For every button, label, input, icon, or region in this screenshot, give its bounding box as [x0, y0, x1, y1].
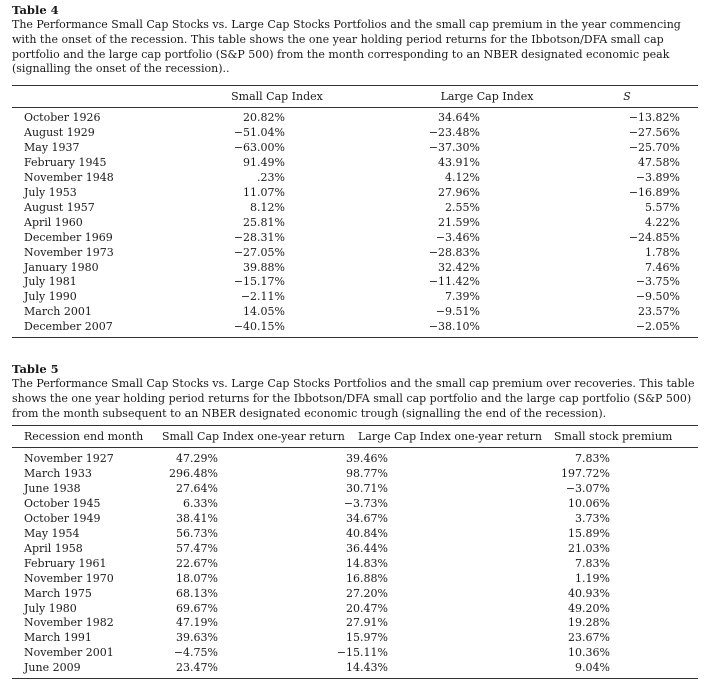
table-cell-large-cap: 14.43% [346, 661, 388, 675]
table-cell-large-cap: 14.83% [346, 556, 388, 570]
table-cell-small-cap: 57.47% [176, 541, 218, 555]
table-cell-small-cap: −27.05% [233, 245, 285, 259]
table-cell-large-cap: −3.73% [343, 496, 388, 510]
table-cell-small-cap: 39.88% [243, 260, 285, 274]
table-cell-large-cap: 27.91% [346, 616, 388, 630]
table-cell-month: March 1975 [24, 586, 92, 600]
table-cell-premium: −3.07% [565, 481, 610, 495]
table-cell-s: 47.58% [638, 155, 680, 169]
table-cell-small-cap: 69.67% [176, 601, 218, 615]
table-cell-large-cap: 15.97% [346, 631, 388, 645]
table-cell-premium: 49.20% [568, 601, 610, 615]
table-cell-month: October 1949 [24, 511, 101, 525]
table-cell-large-cap: 21.59% [438, 215, 480, 229]
table-cell-date: November 1973 [24, 245, 114, 259]
table-cell-s: −24.85% [628, 230, 680, 244]
table-cell-small-cap: 68.13% [176, 586, 218, 600]
table-cell-large-cap: 27.20% [346, 586, 388, 600]
table-cell-large-cap: 34.67% [346, 511, 388, 525]
table-cell-small-cap: 25.81% [243, 215, 285, 229]
table-cell-small-cap: 20.82% [243, 111, 285, 124]
table-cell-large-cap: 27.96% [438, 185, 480, 199]
table-cell-large-cap: 7.39% [445, 290, 480, 304]
table-cell-small-cap: 27.64% [176, 481, 218, 495]
table-cell-premium: 197.72% [561, 466, 610, 480]
table-cell-date: August 1957 [24, 200, 95, 214]
table-row [12, 541, 698, 556]
table4-header-row [12, 89, 698, 104]
table-cell-date: May 1937 [24, 140, 80, 154]
table-cell-s: −27.56% [628, 125, 680, 139]
table-cell-small-cap: 23.47% [176, 661, 218, 675]
table-cell-month: November 1970 [24, 571, 114, 585]
table-cell-large-cap: 30.71% [346, 481, 388, 495]
table-cell-large-cap: 34.64% [438, 111, 480, 124]
table-row [12, 466, 698, 481]
table-cell-large-cap: 98.77% [346, 466, 388, 480]
table4-header-rule [12, 107, 698, 108]
table-cell-date: November 1948 [24, 170, 114, 184]
table-cell-month: June 1938 [24, 481, 81, 495]
table-cell-premium: 7.83% [575, 556, 610, 570]
table-row [12, 645, 698, 660]
table5-top-rule [12, 425, 698, 426]
table-row [12, 601, 698, 616]
table4-header-large-cap: Large Cap Index [440, 90, 534, 103]
table-row [12, 245, 698, 260]
table-cell-s: −25.70% [628, 140, 680, 154]
table-cell-small-cap: 56.73% [176, 526, 218, 540]
table-row [12, 630, 698, 645]
table-row [12, 200, 698, 215]
table-cell-month: March 1933 [24, 466, 92, 480]
table-cell-large-cap: −9.51% [435, 305, 480, 319]
table5-caption: The Performance Small Cap Stocks vs. Large Cap Stocks Portfolios and the small cap premium over recoveries. This table shows the one year holding period returns for the Ibbotson/DFA small cap portfolio and the large cap portfolio (S&P 500) from the month subsequent to an NBER designated economic trough (signalling the end of the recession). [12, 377, 695, 420]
table-cell-month: April 1958 [24, 541, 83, 555]
table-cell-large-cap: −37.30% [428, 140, 480, 154]
table-cell-large-cap: 2.55% [445, 200, 480, 214]
table4-caption: The Performance Small Cap Stocks vs. Large Cap Stocks Portfolios and the small cap premium in the year commencing with the onset of the recession. This table shows the one year holding period returns for the Ibbotson/DFA small cap portfolio and the large cap portfolio (S&P 500) from the month corresponding to an NBER designated economic peak (signalling the onset of the recession).. [12, 18, 681, 76]
table-cell-large-cap: −11.42% [428, 275, 480, 289]
table-cell-date: October 1926 [24, 111, 101, 124]
table-cell-small-cap: 47.19% [176, 616, 218, 630]
table-row [12, 274, 698, 289]
table-row [12, 571, 698, 586]
table5-header-rule [12, 447, 698, 448]
table-cell-month: November 1982 [24, 616, 114, 630]
table-cell-date: August 1929 [24, 125, 95, 139]
table-row [12, 319, 698, 334]
table-cell-s: −16.89% [628, 185, 680, 199]
table-cell-small-cap: 91.49% [243, 155, 285, 169]
table4-title: Table 4 [12, 3, 59, 17]
table-cell-month: February 1961 [24, 556, 107, 570]
table-cell-s: 7.46% [645, 260, 680, 274]
table-cell-small-cap: .23% [257, 170, 285, 184]
table-row [12, 496, 698, 511]
table5-header-month: Recession end month [24, 430, 144, 443]
table4-heading [12, 3, 698, 77]
table-row [12, 125, 698, 140]
table-cell-s: 23.57% [638, 305, 680, 319]
table-row [12, 615, 698, 630]
table-row [12, 110, 698, 125]
table-cell-large-cap: 32.42% [438, 260, 480, 274]
table-row [12, 481, 698, 496]
table-row [12, 556, 698, 571]
table4-bottom-rule [12, 337, 698, 338]
table-row [12, 140, 698, 155]
table-cell-date: July 1953 [24, 185, 77, 199]
table-cell-small-cap: −51.04% [233, 125, 285, 139]
table-cell-date: December 2007 [24, 320, 113, 334]
table-row [12, 260, 698, 275]
table-row [12, 215, 698, 230]
table-cell-large-cap: −28.83% [428, 245, 480, 259]
table-cell-large-cap: 4.12% [445, 170, 480, 184]
table-cell-premium: 19.28% [568, 616, 610, 630]
table-cell-small-cap: 22.67% [176, 556, 218, 570]
table-cell-large-cap: 43.91% [438, 155, 480, 169]
table-cell-small-cap: 8.12% [250, 200, 285, 214]
table-row [12, 526, 698, 541]
table-cell-month: November 1927 [24, 452, 114, 465]
table-cell-small-cap: 296.48% [169, 466, 218, 480]
table-cell-premium: 15.89% [568, 526, 610, 540]
table-cell-premium: 1.19% [575, 571, 610, 585]
table-cell-large-cap: −15.11% [336, 646, 388, 660]
table-cell-s: −3.75% [635, 275, 680, 289]
table-row [12, 289, 698, 304]
table-cell-s: −2.05% [635, 320, 680, 334]
table-cell-month: July 1980 [24, 601, 77, 615]
table5-heading [12, 362, 698, 421]
table-cell-large-cap: 16.88% [346, 571, 388, 585]
table-cell-small-cap: 6.33% [183, 496, 218, 510]
table5-bottom-rule [12, 678, 698, 679]
table4-header-s: S [623, 90, 631, 103]
table-cell-date: April 1960 [24, 215, 83, 229]
table-row [12, 155, 698, 170]
table-cell-s: −3.89% [635, 170, 680, 184]
table-cell-month: March 1991 [24, 631, 92, 645]
table-row [12, 660, 698, 675]
table-cell-small-cap: 38.41% [176, 511, 218, 525]
table-row [12, 230, 698, 245]
table-cell-small-cap: 11.07% [243, 185, 285, 199]
table-cell-premium: 3.73% [575, 511, 610, 525]
table-cell-premium: 21.03% [568, 541, 610, 555]
table5-header-premium: Small stock premium [554, 430, 673, 443]
table-cell-premium: 10.36% [568, 646, 610, 660]
table-cell-large-cap: −23.48% [428, 125, 480, 139]
table-cell-small-cap: 47.29% [176, 452, 218, 465]
table-cell-large-cap: −3.46% [435, 230, 480, 244]
table-cell-premium: 7.83% [575, 452, 610, 465]
table-cell-s: 4.22% [645, 215, 680, 229]
table-row [12, 304, 698, 319]
table-cell-premium: 23.67% [568, 631, 610, 645]
table-cell-date: December 1969 [24, 230, 113, 244]
table-cell-date: January 1980 [24, 260, 99, 274]
table-cell-month: May 1954 [24, 526, 80, 540]
table5-title: Table 5 [12, 362, 59, 376]
table-cell-small-cap: −28.31% [233, 230, 285, 244]
table-cell-month: October 1945 [24, 496, 101, 510]
table-cell-s: 1.78% [645, 245, 680, 259]
table-cell-month: November 2001 [24, 646, 114, 660]
table-cell-small-cap: −2.11% [240, 290, 285, 304]
table-cell-large-cap: 39.46% [346, 452, 388, 465]
table-row [12, 586, 698, 601]
table-cell-month: June 2009 [24, 661, 81, 675]
table-cell-small-cap: −4.75% [173, 646, 218, 660]
table-cell-small-cap: 14.05% [243, 305, 285, 319]
table-cell-premium: 40.93% [568, 586, 610, 600]
table5-header-small-cap: Small Cap Index one-year return [162, 430, 345, 443]
table5-header-large-cap: Large Cap Index one-year return [358, 430, 542, 443]
table-cell-s: −9.50% [635, 290, 680, 304]
table-row [12, 185, 698, 200]
table-cell-small-cap: 39.63% [176, 631, 218, 645]
table-row [12, 451, 698, 466]
table-row [12, 170, 698, 185]
table-cell-date: July 1990 [24, 290, 77, 304]
table-cell-date: March 2001 [24, 305, 92, 319]
table-cell-small-cap: −63.00% [233, 140, 285, 154]
table-cell-large-cap: 36.44% [346, 541, 388, 555]
table-cell-small-cap: −40.15% [233, 320, 285, 334]
table-cell-large-cap: 40.84% [346, 526, 388, 540]
table-cell-premium: 9.04% [575, 661, 610, 675]
table-cell-date: July 1981 [24, 275, 77, 289]
table-cell-premium: 10.06% [568, 496, 610, 510]
table-cell-small-cap: 18.07% [176, 571, 218, 585]
table-cell-date: February 1945 [24, 155, 107, 169]
table-cell-s: −13.82% [628, 111, 680, 124]
table4-top-rule [12, 85, 698, 86]
table-cell-large-cap: −38.10% [428, 320, 480, 334]
table-cell-large-cap: 20.47% [346, 601, 388, 615]
table-row [12, 511, 698, 526]
table-cell-s: 5.57% [645, 200, 680, 214]
table4-header-small-cap: Small Cap Index [231, 90, 323, 103]
table-cell-small-cap: −15.17% [233, 275, 285, 289]
table5-header-row [12, 429, 698, 444]
